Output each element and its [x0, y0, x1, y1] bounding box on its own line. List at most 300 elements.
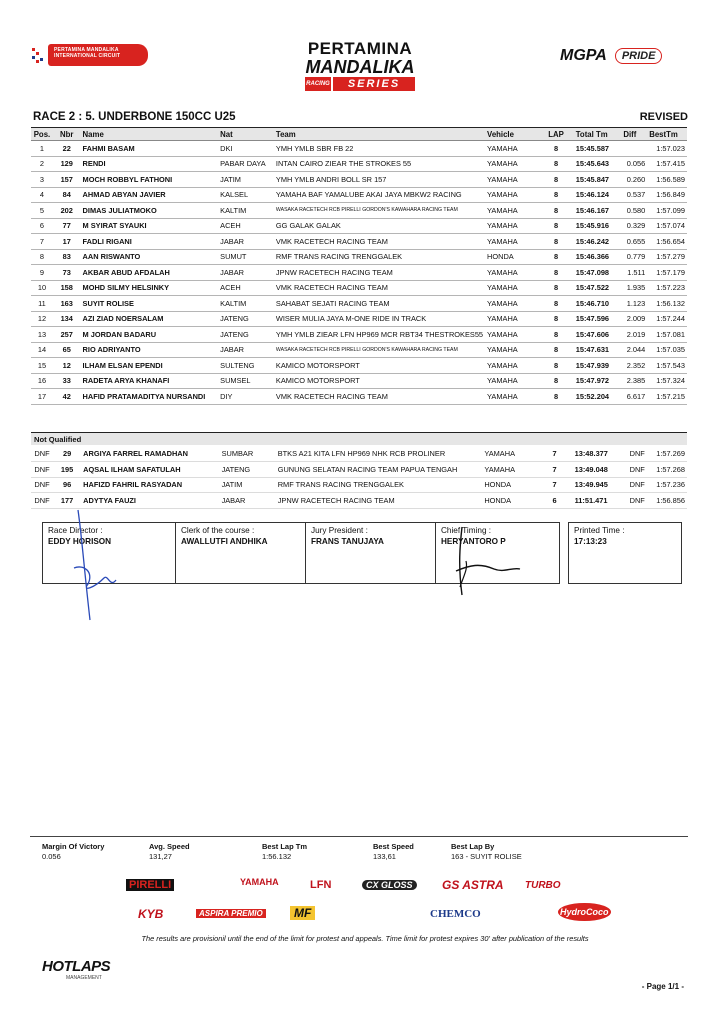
table-row	[31, 342, 687, 358]
cell-diff: 1.935	[621, 280, 647, 296]
cell-nat: KALTIM	[218, 203, 274, 219]
cell-team: VMK RACETECH RACING TEAM	[274, 234, 485, 250]
mgpa-pride-logo	[560, 44, 690, 68]
cell-nat: DKI	[218, 141, 274, 157]
cell-name: ILHAM ELSAN EPENDI	[81, 358, 219, 374]
cell-best: 1:57.023	[647, 141, 687, 157]
race-director-box	[42, 522, 176, 584]
nq-cell-nat: JABAR	[220, 493, 276, 509]
chief-timing-box	[436, 522, 560, 584]
table-row	[31, 462, 687, 478]
best-lap-label: Best Lap Tm	[262, 842, 308, 851]
race-title: RACE 2 : 5. UNDERBONE 150CC U25	[33, 111, 236, 123]
table-row	[31, 265, 687, 281]
table-row	[31, 249, 687, 265]
race-director-label: Race Director :	[48, 526, 103, 535]
cell-team: YMH YMLB ZIEAR LFN HP969 MCR RBT34 THESTROKES55	[274, 327, 485, 343]
jury-box	[306, 522, 436, 584]
cell-lap: 8	[538, 265, 573, 281]
nq-cell-team: JPNW RACETECH RACING TEAM	[276, 493, 483, 509]
nq-cell-name: HAFIZD FAHRIL RASYADAN	[81, 477, 219, 493]
cell-name: DIMAS JULIATMOKO	[81, 203, 219, 219]
cell-best: 1:57.099	[647, 203, 687, 219]
nq-cell-nat: JATIM	[220, 477, 276, 493]
col-vehicle: Vehicle	[485, 128, 538, 141]
cell-name: FAHMI BASAM	[81, 141, 219, 157]
cell-vehicle: YAMAHA	[485, 265, 538, 281]
cell-diff: 0.580	[621, 203, 647, 219]
cell-team: YAMAHA BAF YAMALUBE AKAI JAYA MBKW2 RACING	[274, 187, 485, 203]
cell-nat: JABAR	[218, 342, 274, 358]
cell-diff: 0.329	[621, 218, 647, 234]
cell-nat: SUMSEL	[218, 373, 274, 389]
table-row	[31, 156, 687, 172]
cell-total: 15:46.710	[574, 296, 622, 312]
table-row	[31, 358, 687, 374]
cell-pos: 5	[31, 203, 53, 219]
cell-pos: 4	[31, 187, 53, 203]
cell-lap: 8	[538, 358, 573, 374]
cell-name: AAN RISWANTO	[81, 249, 219, 265]
nq-cell-total: 13:49.945	[573, 477, 621, 493]
cell-lap: 8	[538, 311, 573, 327]
sponsor-turbo: TURBO	[525, 880, 561, 891]
cell-nat: SUMUT	[218, 249, 274, 265]
cell-lap: 8	[538, 172, 573, 188]
race-stats	[42, 842, 642, 866]
cell-team: WISER MULIA JAYA M-ONE RIDE IN TRACK	[274, 311, 485, 327]
cell-pos: 13	[31, 327, 53, 343]
sponsor-hydrococo: HydroCoco	[558, 903, 611, 921]
nq-cell-team: BTKS A21 KITA LFN HP969 NHK RCB PROLINER	[276, 446, 483, 462]
cell-best: 1:56.654	[647, 234, 687, 250]
cell-name: RENDI	[81, 156, 219, 172]
nq-cell-nbr: 96	[53, 477, 81, 493]
cell-team: RMF TRANS RACING TRENGGALEK	[274, 249, 485, 265]
series-title-line2: MANDALIKA	[305, 57, 415, 77]
best-speed-value: 133,61	[373, 852, 396, 861]
cell-total: 15:47.972	[574, 373, 622, 389]
cell-best: 1:57.215	[647, 389, 687, 405]
cell-team: YMH YMLB ANDRI BOLL SR 157	[274, 172, 485, 188]
table-row	[31, 280, 687, 296]
cell-pos: 16	[31, 373, 53, 389]
stat-margin	[42, 842, 104, 861]
avg-speed-label: Avg. Speed	[149, 842, 190, 851]
cell-lap: 8	[538, 187, 573, 203]
results-header-row	[31, 128, 687, 141]
nq-cell-best: 1:57.269	[647, 446, 687, 462]
sponsor-cxgloss: CX GLOSS	[362, 880, 417, 890]
clerk-box	[176, 522, 306, 584]
cell-diff: 2.044	[621, 342, 647, 358]
nq-cell-lap: 6	[537, 493, 573, 509]
cell-diff: 2.352	[621, 358, 647, 374]
nq-cell-nat: SUMBAR	[220, 446, 276, 462]
cell-name: MOCH ROBBYL FATHONI	[81, 172, 219, 188]
cell-lap: 8	[538, 389, 573, 405]
cell-best: 1:57.081	[647, 327, 687, 343]
cell-name: AHMAD ABYAN JAVIER	[81, 187, 219, 203]
cell-nat: JATENG	[218, 311, 274, 327]
cell-best: 1:57.543	[647, 358, 687, 374]
cell-best: 1:56.132	[647, 296, 687, 312]
cell-lap: 8	[538, 156, 573, 172]
sponsor-kyb: KYB	[138, 907, 164, 921]
cell-vehicle: YAMAHA	[485, 218, 538, 234]
cell-nat: KALTIM	[218, 296, 274, 312]
table-row	[31, 446, 687, 462]
nq-cell-best: 1:56.856	[647, 493, 687, 509]
nq-cell-diff: DNF	[621, 462, 647, 478]
cell-diff: 0.655	[621, 234, 647, 250]
cell-nbr: 202	[53, 203, 81, 219]
cell-total: 15:47.939	[574, 358, 622, 374]
cell-nat: JABAR	[218, 234, 274, 250]
cell-diff: 0.779	[621, 249, 647, 265]
cell-best: 1:57.415	[647, 156, 687, 172]
cell-team: WASAKA RACETECH RCB PIRELLI GORDON'S KAWAHARA RACING TEAM	[274, 203, 485, 219]
nq-cell-nbr: 195	[53, 462, 81, 478]
nq-cell-pos: DNF	[31, 446, 53, 462]
table-row	[31, 187, 687, 203]
page-number: - Page 1/1 -	[641, 982, 684, 991]
cell-vehicle: HONDA	[485, 249, 538, 265]
cell-team: KAMICO MOTORSPORT	[274, 373, 485, 389]
cell-best: 1:57.279	[647, 249, 687, 265]
cell-diff: 0.056	[621, 156, 647, 172]
cell-diff: 2.385	[621, 373, 647, 389]
best-speed-label: Best Speed	[373, 842, 414, 851]
cell-nbr: 163	[53, 296, 81, 312]
cell-best: 1:57.324	[647, 373, 687, 389]
table-row	[31, 477, 687, 493]
cell-total: 15:45.847	[574, 172, 622, 188]
cell-lap: 8	[538, 141, 573, 157]
cell-best: 1:57.223	[647, 280, 687, 296]
stat-best-lap	[262, 842, 307, 861]
cell-nbr: 65	[53, 342, 81, 358]
cell-name: AZI ZIAD NOERSALAM	[81, 311, 219, 327]
cell-lap: 8	[538, 342, 573, 358]
nq-cell-total: 13:49.048	[573, 462, 621, 478]
nq-cell-total: 11:51.471	[573, 493, 621, 509]
cell-lap: 8	[538, 249, 573, 265]
table-row	[31, 389, 687, 405]
officials-row	[42, 522, 684, 584]
results-table	[31, 127, 687, 405]
cell-team: VMK RACETECH RACING TEAM	[274, 389, 485, 405]
cell-pos: 8	[31, 249, 53, 265]
cell-team: SAHABAT SEJATI RACING TEAM	[274, 296, 485, 312]
cell-best: 1:57.035	[647, 342, 687, 358]
best-lap-value: 1:56.132	[262, 852, 292, 861]
table-row	[31, 493, 687, 509]
cell-total: 15:45.916	[574, 218, 622, 234]
stats-divider	[30, 836, 688, 837]
printed-time-box	[568, 522, 682, 584]
cell-vehicle: YAMAHA	[485, 389, 538, 405]
clerk-label: Clerk of the course :	[181, 526, 255, 535]
sponsor-pirelli: PIRELLI	[126, 879, 174, 891]
col-nbr: Nbr	[53, 128, 81, 141]
stat-avg-speed	[149, 842, 190, 861]
cell-nat: KALSEL	[218, 187, 274, 203]
nq-cell-pos: DNF	[31, 477, 53, 493]
table-row	[31, 172, 687, 188]
not-qualified-table	[31, 446, 687, 509]
cell-nbr: 73	[53, 265, 81, 281]
cell-vehicle: YAMAHA	[485, 327, 538, 343]
series-logo	[300, 40, 420, 91]
cell-pos: 6	[31, 218, 53, 234]
nq-cell-name: ADYTYA FAUZI	[81, 493, 219, 509]
cell-lap: 8	[538, 280, 573, 296]
cell-nat: JATENG	[218, 327, 274, 343]
cell-vehicle: YAMAHA	[485, 280, 538, 296]
protest-disclaimer: The results are provisionil until the end of the limit for protest and appeals. Time limit for protest expires 30' after publication of the results	[141, 934, 589, 943]
cell-nat: DIY	[218, 389, 274, 405]
cell-name: RADETA ARYA KHANAFI	[81, 373, 219, 389]
cell-lap: 8	[538, 218, 573, 234]
series-racing: RACING	[305, 77, 331, 91]
cell-name: M SYIRAT SYAUKI	[81, 218, 219, 234]
table-row	[31, 203, 687, 219]
nq-cell-diff: DNF	[621, 477, 647, 493]
cell-diff: 2.009	[621, 311, 647, 327]
sponsor-mf: MF	[290, 906, 315, 920]
cell-pos: 7	[31, 234, 53, 250]
stat-best-speed	[373, 842, 414, 861]
nq-cell-vehicle: HONDA	[482, 477, 536, 493]
cell-vehicle: YAMAHA	[485, 296, 538, 312]
cell-total: 15:47.522	[574, 280, 622, 296]
cell-nbr: 77	[53, 218, 81, 234]
cell-vehicle: YAMAHA	[485, 358, 538, 374]
table-row	[31, 327, 687, 343]
cell-pos: 15	[31, 358, 53, 374]
margin-label: Margin Of Victory	[42, 842, 105, 851]
cell-name: HAFID PRATAMADITYA NURSANDI	[81, 389, 219, 405]
cell-nbr: 84	[53, 187, 81, 203]
cell-name: SUYIT ROLISE	[81, 296, 219, 312]
series-title-line1: PERTAMINA	[307, 39, 413, 58]
cell-nbr: 257	[53, 327, 81, 343]
table-row	[31, 311, 687, 327]
cell-vehicle: YAMAHA	[485, 203, 538, 219]
cell-total: 15:47.606	[574, 327, 622, 343]
sponsor-lfn: LFN	[310, 879, 332, 891]
cell-nbr: 157	[53, 172, 81, 188]
cell-nat: JABAR	[218, 265, 274, 281]
cell-total: 15:45.643	[574, 156, 622, 172]
cell-nat: ACEH	[218, 280, 274, 296]
col-total: Total Tm	[574, 128, 622, 141]
nq-cell-lap: 7	[537, 446, 573, 462]
cell-name: MOHD SILMY HELSINKY	[81, 280, 219, 296]
cell-total: 15:47.596	[574, 311, 622, 327]
cell-total: 15:47.631	[574, 342, 622, 358]
cell-nat: JATIM	[218, 172, 274, 188]
nq-cell-team: GUNUNG SELATAN RACING TEAM PAPUA TENGAH	[276, 462, 483, 478]
cell-team: YMH YMLB SBR FB 22	[274, 141, 485, 157]
cell-vehicle: YAMAHA	[485, 234, 538, 250]
cell-diff: 0.537	[621, 187, 647, 203]
cell-diff: 2.019	[621, 327, 647, 343]
table-row	[31, 234, 687, 250]
nq-cell-name: ARGIYA FARREL RAMADHAN	[81, 446, 219, 462]
col-team: Team	[274, 128, 485, 141]
mandalika-circuit-logo	[30, 40, 150, 70]
cell-best: 1:56.849	[647, 187, 687, 203]
not-qualified-title: Not Qualified	[31, 432, 687, 445]
nq-cell-best: 1:57.236	[647, 477, 687, 493]
chief-timing-name: HERYANTORO P	[441, 537, 506, 546]
sponsor-gs-astra: GS ASTRA	[442, 878, 504, 892]
nq-cell-lap: 7	[537, 462, 573, 478]
nq-cell-pos: DNF	[31, 493, 53, 509]
cell-team: JPNW RACETECH RACING TEAM	[274, 265, 485, 281]
cell-vehicle: YAMAHA	[485, 141, 538, 157]
nq-cell-pos: DNF	[31, 462, 53, 478]
col-nat: Nat	[218, 128, 274, 141]
table-row	[31, 218, 687, 234]
revised-status: REVISED	[639, 111, 688, 123]
nq-cell-total: 13:48.377	[573, 446, 621, 462]
cell-name: M JORDAN BADARU	[81, 327, 219, 343]
cell-pos: 17	[31, 389, 53, 405]
nq-cell-vehicle: YAMAHA	[482, 446, 536, 462]
cell-lap: 8	[538, 234, 573, 250]
nq-cell-nbr: 29	[53, 446, 81, 462]
cell-nbr: 129	[53, 156, 81, 172]
cell-pos: 9	[31, 265, 53, 281]
sponsor-aspira: ASPIRA PREMIO	[196, 909, 266, 918]
hotlaps-wordmark: HOTLAPS	[42, 958, 111, 975]
col-lap: LAP	[538, 128, 573, 141]
cell-vehicle: YAMAHA	[485, 311, 538, 327]
cell-diff	[621, 141, 647, 157]
sponsor-yamaha: YAMAHA	[240, 877, 279, 887]
clerk-name: AWALLUTFI ANDHIKA	[181, 537, 268, 546]
cell-best: 1:57.179	[647, 265, 687, 281]
cell-name: FADLI RIGANI	[81, 234, 219, 250]
cell-total: 15:46.366	[574, 249, 622, 265]
cell-vehicle: YAMAHA	[485, 156, 538, 172]
printed-time-value: 17:13:23	[574, 537, 607, 546]
race-director-name: EDDY HORISON	[48, 537, 112, 546]
cell-lap: 8	[538, 296, 573, 312]
col-diff: Diff	[621, 128, 647, 141]
jury-label: Jury President :	[311, 526, 368, 535]
cell-lap: 8	[538, 373, 573, 389]
cell-team: KAMICO MOTORSPORT	[274, 358, 485, 374]
cell-total: 15:47.098	[574, 265, 622, 281]
best-lap-by-value: 163 - SUYIT ROLISE	[451, 852, 522, 861]
cell-nbr: 83	[53, 249, 81, 265]
cell-pos: 3	[31, 172, 53, 188]
nq-cell-lap: 7	[537, 477, 573, 493]
cell-pos: 14	[31, 342, 53, 358]
table-row	[31, 141, 687, 157]
cell-team: WASAKA RACETECH RCB PIRELLI GORDON'S KAWAHARA RACING TEAM	[274, 342, 485, 358]
cell-diff: 1.123	[621, 296, 647, 312]
avg-speed-value: 131,27	[149, 852, 172, 861]
nq-cell-nat: JATENG	[220, 462, 276, 478]
cell-total: 15:46.167	[574, 203, 622, 219]
pride-logo: PRIDE	[615, 48, 663, 64]
printed-time-label: Printed Time :	[574, 526, 625, 535]
cell-nat: PABAR DAYA	[218, 156, 274, 172]
nq-cell-diff: DNF	[621, 493, 647, 509]
cell-pos: 12	[31, 311, 53, 327]
nq-cell-name: AQSAL ILHAM SAFATULAH	[81, 462, 219, 478]
cell-name: RIO ADRIYANTO	[81, 342, 219, 358]
series-series: SERIES	[333, 77, 415, 91]
nq-cell-nbr: 177	[53, 493, 81, 509]
col-best: BestTm	[647, 128, 687, 141]
cell-nbr: 17	[53, 234, 81, 250]
nq-cell-best: 1:57.268	[647, 462, 687, 478]
nq-cell-team: RMF TRANS RACING TRENGGALEK	[276, 477, 483, 493]
table-row	[31, 296, 687, 312]
sponsor-chemco: CHEMCO	[430, 908, 481, 920]
cell-vehicle: YAMAHA	[485, 342, 538, 358]
cell-lap: 8	[538, 203, 573, 219]
hotlaps-logo	[42, 958, 137, 984]
nq-cell-vehicle: HONDA	[482, 493, 536, 509]
cell-diff: 1.511	[621, 265, 647, 281]
cell-pos: 11	[31, 296, 53, 312]
jury-name: FRANS TANUJAYA	[311, 537, 384, 546]
chief-timing-label: Chief Timing :	[441, 526, 492, 535]
table-row	[31, 373, 687, 389]
cell-best: 1:56.589	[647, 172, 687, 188]
cell-nat: ACEH	[218, 218, 274, 234]
cell-best: 1:57.074	[647, 218, 687, 234]
cell-vehicle: YAMAHA	[485, 187, 538, 203]
cell-total: 15:52.204	[574, 389, 622, 405]
hotlaps-sub: MANAGEMENT	[66, 975, 102, 981]
left-logo-text: PERTAMINA MANDALIKA INTERNATIONAL CIRCUIT	[54, 47, 121, 59]
cell-total: 15:46.242	[574, 234, 622, 250]
cell-nat: SULTENG	[218, 358, 274, 374]
nq-cell-diff: DNF	[621, 446, 647, 462]
cell-lap: 8	[538, 327, 573, 343]
best-lap-by-label: Best Lap By	[451, 842, 495, 851]
nq-cell-vehicle: YAMAHA	[482, 462, 536, 478]
cell-total: 15:46.124	[574, 187, 622, 203]
cell-vehicle: YAMAHA	[485, 373, 538, 389]
cell-pos: 10	[31, 280, 53, 296]
col-pos: Pos.	[31, 128, 53, 141]
mgpa-logo: MGPA	[560, 47, 607, 64]
cell-diff: 6.617	[621, 389, 647, 405]
cell-nbr: 22	[53, 141, 81, 157]
cell-name: AKBAR ABUD AFDALAH	[81, 265, 219, 281]
cell-best: 1:57.244	[647, 311, 687, 327]
cell-team: VMK RACETECH RACING TEAM	[274, 280, 485, 296]
col-name: Name	[81, 128, 219, 141]
cell-total: 15:45.587	[574, 141, 622, 157]
cell-nbr: 12	[53, 358, 81, 374]
cell-team: GG GALAK GALAK	[274, 218, 485, 234]
cell-diff: 0.260	[621, 172, 647, 188]
cell-pos: 1	[31, 141, 53, 157]
cell-vehicle: YAMAHA	[485, 172, 538, 188]
cell-nbr: 158	[53, 280, 81, 296]
cell-nbr: 134	[53, 311, 81, 327]
